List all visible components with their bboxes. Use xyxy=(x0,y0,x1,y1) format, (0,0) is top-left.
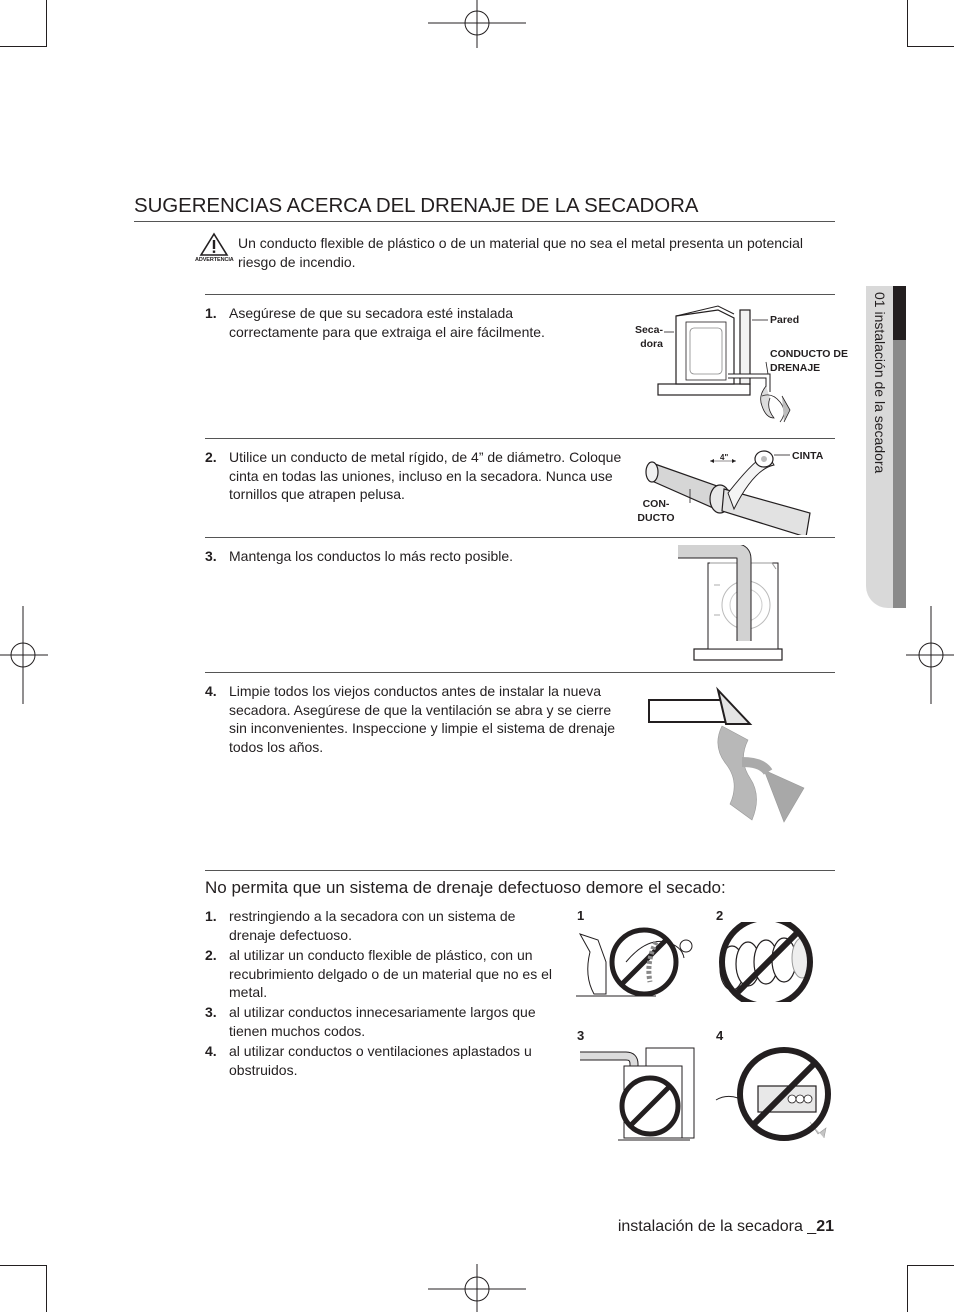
step-number: 4. xyxy=(205,683,217,699)
label-wall: Pared xyxy=(770,314,800,326)
step-text: Limpie todos los viejos conductos antes de instalar la nueva secadora. Asegúrese de que la ventilación se abra y se cierre sin inconvenientes. Inspeccione y limpie el sistema de drenaje todos los años. xyxy=(229,683,615,755)
crop-mark xyxy=(46,0,47,47)
prohibited-flexible-duct-figure xyxy=(712,922,822,1002)
figure-number: 4 xyxy=(716,1028,724,1043)
section-subtitle: No permita que un sistema de drenaje defectuoso demore el secado: xyxy=(205,878,726,897)
step-number: 2. xyxy=(205,449,217,465)
prohibited-restricted-dryer-figure xyxy=(576,922,700,1000)
page-footer xyxy=(618,1218,834,1236)
step-text: Mantenga los conductos lo más recto posible. xyxy=(229,548,514,564)
crop-mark xyxy=(907,0,908,47)
figure-number: 1 xyxy=(577,908,585,923)
cause-text: al utilizar conductos o ventilaciones aplastados u obstruidos. xyxy=(229,1043,532,1078)
section-rule xyxy=(205,870,835,871)
crop-mark xyxy=(907,1265,908,1312)
side-tab-label: 01 instalación de la secadora xyxy=(872,292,888,474)
label-tape: CINTA xyxy=(792,450,824,462)
cause-number: 1. xyxy=(205,908,217,924)
step-text: Utilice un conducto de metal rígido, de 4” de diámetro. Coloque cinta en todas las uniones, incluso en la secadora. Nunca use tornillos que atrapen pelusa. xyxy=(229,449,622,502)
crop-mark xyxy=(907,1265,954,1266)
prohibited-long-duct-figure xyxy=(578,1044,698,1144)
section-rule xyxy=(205,537,835,538)
prohibited-crushed-vent-figure xyxy=(714,1044,836,1144)
cause-text: al utilizar un conducto flexible de plástico, con un recubrimiento delgado o de un material que no es el metal. xyxy=(229,947,552,1000)
section-rule xyxy=(205,672,835,673)
crop-mark xyxy=(907,46,954,47)
crop-mark xyxy=(0,46,47,47)
cause-number: 4. xyxy=(205,1043,217,1059)
straight-duct-figure xyxy=(676,545,786,665)
cause-number: 3. xyxy=(205,1004,217,1020)
figure-number: 3 xyxy=(577,1028,585,1043)
page-number: 21 xyxy=(816,1218,834,1235)
crop-mark xyxy=(46,1265,47,1312)
warning-label: ADVERTENCIA xyxy=(195,257,234,263)
registration-mark xyxy=(906,606,954,704)
footer-text: instalación de la secadora _ xyxy=(617,1218,817,1235)
cause-number: 2. xyxy=(205,947,217,963)
label-exhaust-duct: CONDUCTO DE DRENAJE xyxy=(770,348,848,374)
label-dryer: Seca- dora xyxy=(634,324,663,350)
crop-mark xyxy=(0,1265,47,1266)
step-text: Asegúrese de que su secadora esté instalada correctamente para que extraiga el aire fácilmente. xyxy=(229,305,545,340)
step-number: 1. xyxy=(205,305,217,321)
title-rule xyxy=(134,221,835,222)
warning-text: Un conducto flexible de plástico o de un material que no sea el metal presenta un potencial riesgo de incendio. xyxy=(238,235,804,270)
side-tab-bar xyxy=(893,340,906,608)
section-rule xyxy=(205,294,835,295)
cause-text: restringiendo a la secadora con un sistema de drenaje defectuoso. xyxy=(229,908,516,943)
section-rule xyxy=(205,438,835,439)
step-number: 3. xyxy=(205,548,217,564)
page-title: SUGERENCIAS ACERCA DEL DRENAJE DE LA SECADORA xyxy=(134,194,699,217)
registration-mark xyxy=(428,1264,526,1312)
side-tab-marker xyxy=(893,286,906,340)
registration-mark xyxy=(428,0,526,48)
warning-icon xyxy=(199,232,229,257)
figure-number: 2 xyxy=(716,908,724,923)
registration-mark xyxy=(0,606,48,704)
cause-text: al utilizar conductos innecesariamente largos que tienen muchos codos. xyxy=(229,1004,536,1039)
vent-hood-figure xyxy=(646,686,812,826)
label-diameter: 4" xyxy=(720,453,729,462)
label-duct: CON- DUCTO xyxy=(637,498,675,524)
